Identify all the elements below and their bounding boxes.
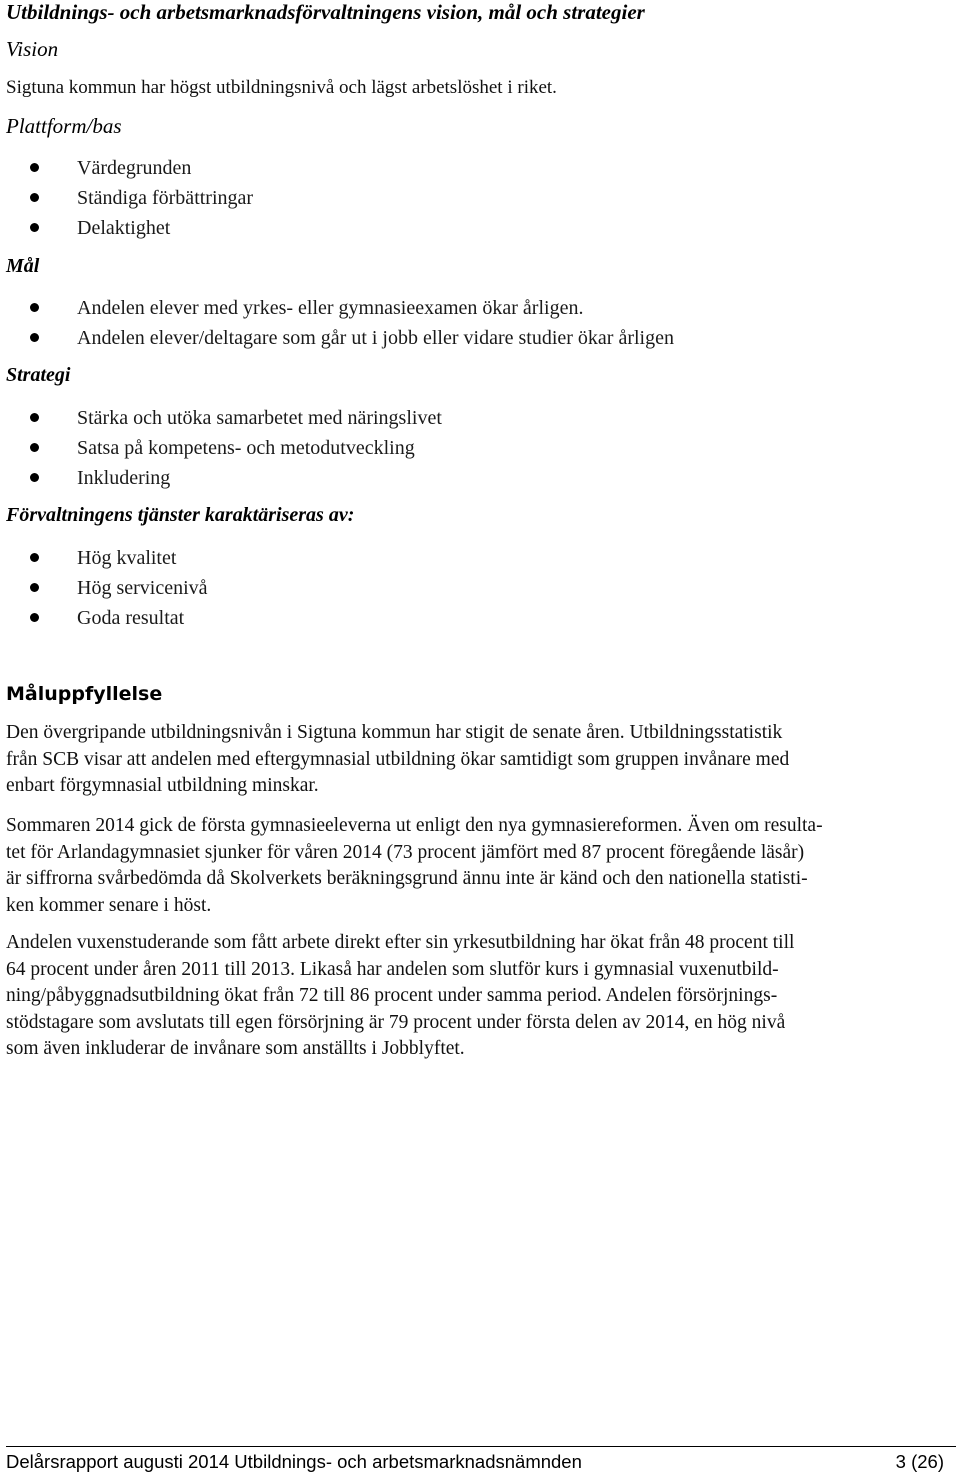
- list-item: [0, 433, 442, 463]
- paragraph-line: från SCB visar att andelen med eftergymnasial utbildning ökar samtidigt som gruppen invånare med: [6, 748, 790, 770]
- paragraph: [6, 813, 951, 919]
- paragraph-line: ning/påbyggnadsutbildning ökat från 72 till 86 procent under samma period. Andelen försörjnings-: [6, 985, 778, 1006]
- vision-heading: Vision: [6, 37, 59, 61]
- list-item: [0, 573, 208, 603]
- paragraph-line: är siffrorna svårbedömda då Skolverkets beräkningsgrund ännu inte är känd och den nationella statisti-: [6, 868, 808, 889]
- list-item-label: Stärka och utöka samarbetet med näringslivet: [77, 407, 442, 429]
- list-item: [0, 183, 253, 213]
- list-item: [0, 153, 253, 183]
- list-item-label: Goda resultat: [77, 607, 185, 629]
- paragraph-line: ken kommer senare i höst.: [6, 894, 212, 916]
- bullet-icon: [30, 333, 39, 342]
- list-item: [0, 213, 253, 243]
- strategy-list: [0, 403, 442, 493]
- paragraph-line: Sommaren 2014 gick de första gymnasieeleverna ut enligt den nya gymnasiereformen. Även om resulta-: [6, 815, 823, 836]
- bullet-icon: [30, 163, 39, 172]
- bullet-icon: [30, 223, 39, 232]
- list-item-label: Delaktighet: [77, 217, 171, 239]
- list-item-label: Andelen elever/deltagare som går ut i jobb eller vidare studier ökar årligen: [77, 327, 674, 349]
- platform-heading: Plattform/bas: [6, 114, 122, 138]
- paragraph-line: som även inkluderar de invånare som anställts i Jobblyftet.: [6, 1038, 465, 1059]
- list-item: [0, 323, 674, 353]
- paragraph-line: enbart förgymnasial utbildning minskar.: [6, 775, 319, 796]
- list-item-label: Satsa på kompetens- och metodutveckling: [77, 437, 415, 459]
- paragraph-line: Den övergripande utbildningsnivån i Sigtuna kommun har stigit de senate åren. Utbildningsstatistik: [6, 722, 783, 743]
- footer-divider: [6, 1446, 956, 1447]
- bullet-icon: [30, 443, 39, 452]
- paragraph-line: stödstagare som avslutats till egen försörjning är 79 procent under första delen av 2014, en hög nivå: [6, 1011, 786, 1033]
- paragraph-line: 64 procent under åren 2011 till 2013. Likaså har andelen som slutför kurs i gymnasial vuxenutbild-: [6, 958, 779, 980]
- strategy-heading: Strategi: [6, 364, 71, 386]
- vision-text: Sigtuna kommun har högst utbildningsnivå och lägst arbetslöshet i riket.: [6, 77, 557, 98]
- fulfilment-heading: Måluppfyllelse: [6, 683, 163, 705]
- bullet-icon: [30, 583, 39, 592]
- paragraph-line: Andelen vuxenstuderande som fått arbete direkt efter sin yrkesutbildning har ökat från 48 procent till: [6, 932, 795, 953]
- list-item-label: Ständiga förbättringar: [77, 187, 254, 209]
- list-item-label: Hög servicenivå: [77, 577, 208, 599]
- goals-list: [0, 293, 674, 353]
- services-heading: Förvaltningens tjänster karaktäriseras av:: [6, 504, 355, 526]
- services-list: [0, 543, 208, 633]
- list-item-label: Inkludering: [77, 467, 171, 489]
- bullet-icon: [30, 413, 39, 422]
- bullet-icon: [30, 473, 39, 482]
- list-item-label: Hög kvalitet: [77, 547, 177, 569]
- bullet-icon: [30, 613, 39, 622]
- platform-list: [0, 153, 253, 243]
- paragraph-line: tet för Arlandagymnasiet sjunker för våren 2014 (73 procent jämfört med 87 procent föregående läsår): [6, 841, 805, 863]
- page-title: Utbildnings- och arbetsmarknadsförvaltningens vision, mål och strategier: [6, 0, 645, 24]
- list-item-label: Andelen elever med yrkes- eller gymnasieexamen ökar årligen.: [77, 297, 584, 319]
- list-item-label: Värdegrunden: [77, 157, 192, 179]
- page-number: 3 (26): [895, 1451, 944, 1472]
- list-item: [0, 603, 208, 633]
- bullet-icon: [30, 193, 39, 202]
- list-item: [0, 293, 674, 323]
- goals-heading: Mål: [6, 255, 40, 277]
- paragraph: [6, 720, 951, 800]
- footer-text: Delårsrapport augusti 2014 Utbildnings- och arbetsmarknadsnämnden: [6, 1451, 582, 1472]
- list-item: [0, 403, 442, 433]
- list-item: [0, 543, 208, 573]
- list-item: [0, 463, 442, 493]
- paragraph: [6, 930, 951, 1063]
- bullet-icon: [30, 553, 39, 562]
- bullet-icon: [30, 303, 39, 312]
